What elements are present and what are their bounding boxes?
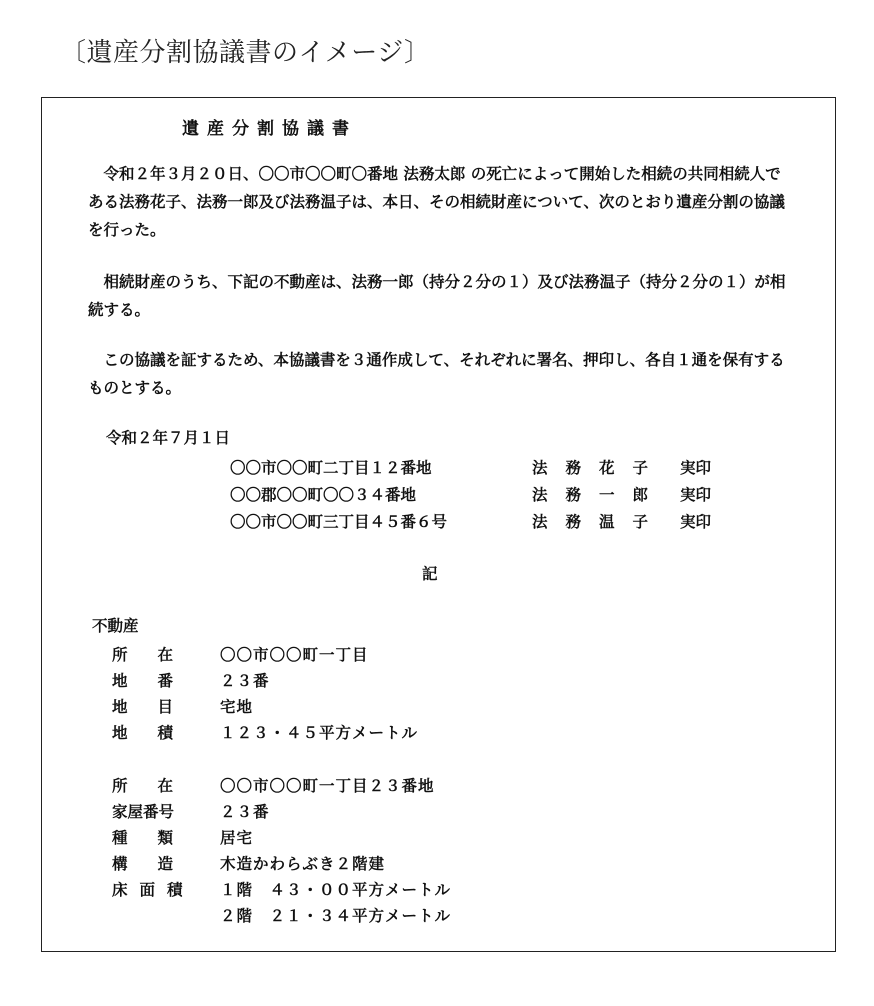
land-category-label: 地目 xyxy=(112,698,204,716)
land-location-label: 所在 xyxy=(112,646,204,664)
signer-seal: 実印 xyxy=(680,486,712,504)
signer-name: 法務一郎 xyxy=(532,486,667,504)
building-type-value: 居宅 xyxy=(220,829,254,847)
land-location-value: 〇〇市〇〇町一丁目 xyxy=(220,646,369,664)
building-floor-area-label: 床面積 xyxy=(112,881,195,899)
land-area-label: 地積 xyxy=(112,724,204,742)
building-number-label: 家屋番号 xyxy=(112,803,175,821)
document-title: 遺産分割協議書 xyxy=(182,119,357,139)
signer-address: 〇〇市〇〇町二丁目１２番地 xyxy=(230,459,432,477)
signer-seal: 実印 xyxy=(680,459,712,477)
building-floor2-area: ２階 ２１・３４平方メートル xyxy=(220,907,452,925)
signer-name: 法務温子 xyxy=(532,513,667,531)
agreement-document xyxy=(41,97,836,952)
signer-address: 〇〇郡〇〇町〇〇３４番地 xyxy=(230,486,417,504)
signer-address: 〇〇市〇〇町三丁目４５番６号 xyxy=(230,513,448,531)
page-caption: 〔遺産分割協議書のイメージ〕 xyxy=(60,38,431,68)
land-category-value: 宅地 xyxy=(220,698,254,716)
land-area-value: １２３・４５平方メートル xyxy=(220,724,419,742)
building-location-label: 所在 xyxy=(112,777,204,795)
agreement-date: 令和２年７月１日 xyxy=(106,429,231,447)
building-floor1-area: １階 ４３・００平方メートル xyxy=(220,881,452,899)
signer-seal: 実印 xyxy=(680,513,712,531)
building-location-value: 〇〇市〇〇町一丁目２３番地 xyxy=(220,777,435,795)
signer-name: 法務花子 xyxy=(532,459,667,477)
land-lot-label: 地番 xyxy=(112,672,204,690)
paragraph-1: 令和２年３月２０日、〇〇市〇〇町〇番地 法務太郎 の死亡によって開始した相続の共同相続人である法務花子、法務一郎及び法務温子は、本日、その相続財産について、次のとおり遺産分割の協議を行った。 xyxy=(88,165,785,239)
ki-heading: 記 xyxy=(422,565,438,583)
building-type-label: 種類 xyxy=(112,829,204,847)
land-lot-value: ２３番 xyxy=(220,672,270,690)
building-structure-label: 構造 xyxy=(112,855,204,873)
paragraph-3: この協議を証するため、本協議書を３通作成して、それぞれに署名、押印し、各自１通を保有するものとする。 xyxy=(88,351,785,397)
property-heading: 不動産 xyxy=(92,617,139,635)
building-structure-value: 木造かわらぶき２階建 xyxy=(220,855,386,873)
building-number-value: ２３番 xyxy=(220,803,270,821)
paragraph-2: 相続財産のうち、下記の不動産は、法務一郎（持分２分の１）及び法務温子（持分２分の１）が相続する。 xyxy=(88,273,786,319)
